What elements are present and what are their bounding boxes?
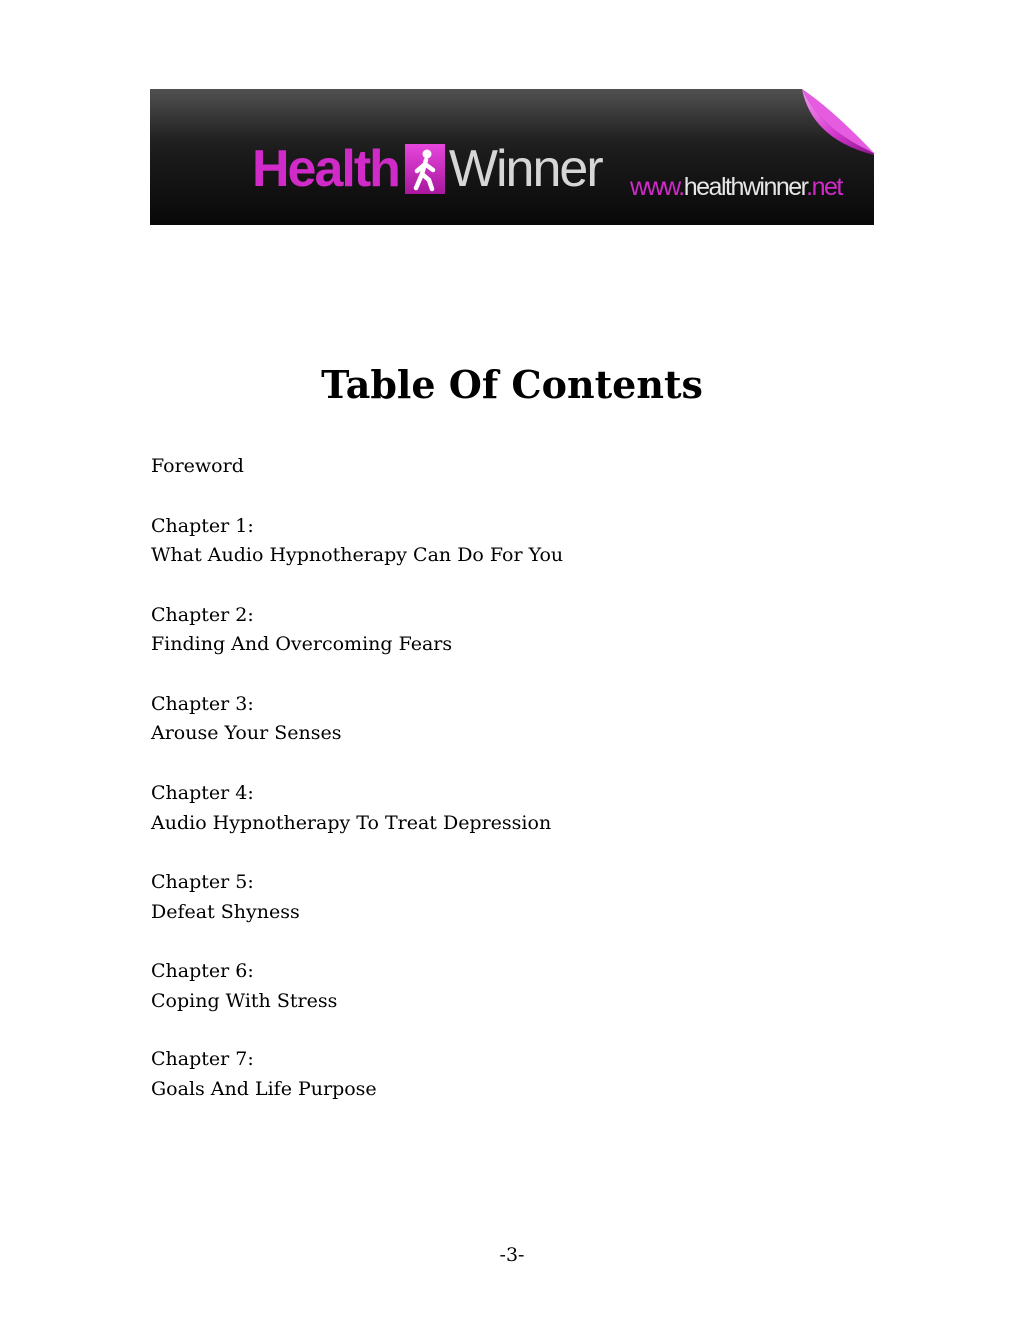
page-title: Table Of Contents [321, 362, 703, 407]
chapter-4-title: Audio Hypnotherapy To Treat Depression [151, 812, 552, 834]
chapter-7-title: Goals And Life Purpose [151, 1078, 377, 1100]
chapter-5-label: Chapter 5: [151, 871, 254, 893]
url-prefix: www. [630, 173, 684, 201]
chapter-4-label: Chapter 4: [151, 782, 254, 804]
chapter-5-title: Defeat Shyness [151, 901, 300, 923]
chapter-6-title: Coping With Stress [151, 990, 338, 1012]
toc-foreword: Foreword [151, 455, 244, 477]
banner-shine [150, 89, 874, 137]
chapter-3-label: Chapter 3: [151, 693, 254, 715]
header-banner [150, 89, 874, 225]
chapter-2-title: Finding And Overcoming Fears [151, 633, 453, 655]
brand-winner-text: Winner [448, 140, 602, 198]
site-url [630, 175, 842, 200]
walking-person-icon [405, 144, 445, 194]
chapter-2-label: Chapter 2: [151, 604, 254, 626]
chapter-7-label: Chapter 7: [151, 1048, 254, 1070]
brand-health-text: Health [252, 140, 399, 198]
page-curl-icon [802, 89, 874, 155]
chapter-1-label: Chapter 1: [151, 515, 254, 537]
chapter-6-label: Chapter 6: [151, 960, 254, 982]
url-suffix: .net [806, 173, 842, 201]
page-number: -3- [499, 1244, 525, 1266]
chapter-1-title: What Audio Hypnotherapy Can Do For You [151, 544, 564, 566]
chapter-3-title: Arouse Your Senses [151, 722, 342, 744]
url-domain: healthwinner [683, 173, 807, 201]
brand-logo [252, 137, 602, 201]
